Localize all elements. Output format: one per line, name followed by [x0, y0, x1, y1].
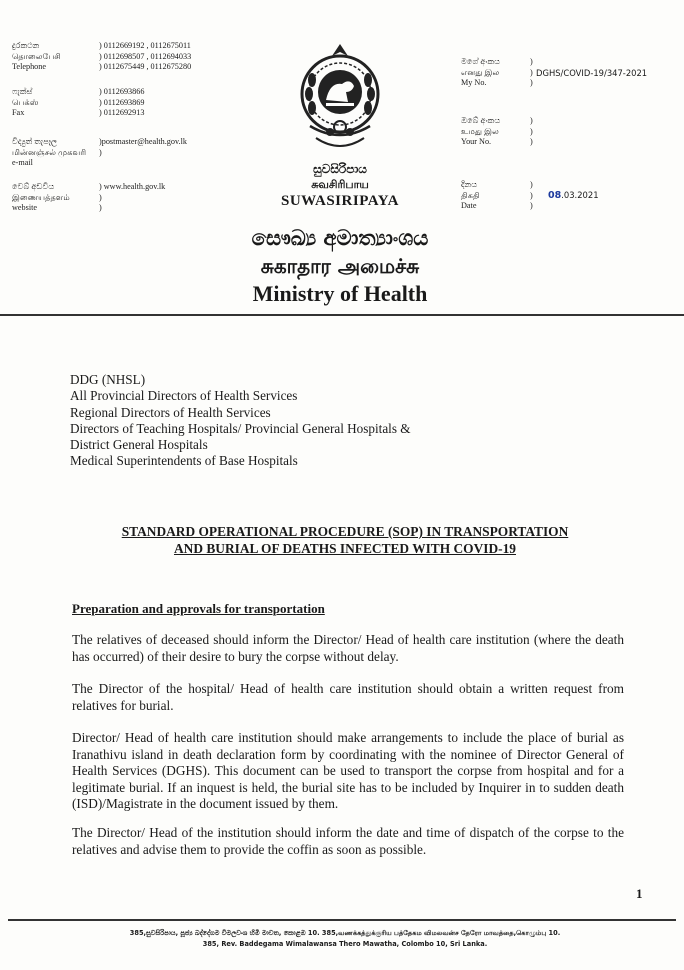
my-no-label-en: My No.: [461, 78, 487, 88]
date-colons: [530, 180, 533, 212]
website-label-en: website: [12, 203, 38, 213]
title-line-1: STANDARD OPERATIONAL PROCEDURE (SOP) IN TRANSPORTATION: [121, 524, 569, 539]
your-no-label-en: Your No.: [461, 137, 492, 147]
fax-labels: [12, 87, 94, 119]
fax-value-3: ) 0112692913: [99, 108, 145, 118]
paragraph-4: The Director/ Head of the institution should inform the date and time of dispatch of the corpse to the relatives and advise them to provide the coffin as soon as possible.: [72, 825, 624, 857]
header-divider: [0, 314, 684, 316]
paragraph-3: Director/ Head of health care institution should make arrangements to include the place of burial as Iranathivu island in death declaration form by coordinating with the nominee of Director General of Health Services (DGHS). This document can be used to transport the corpse from hospital and for a legitimate burial. If an inquest is held, the burial site has to be included by Inquirer in to sudden death (ISD)/Magistrate in the document issued by them.: [72, 730, 624, 811]
telephone-label-si: දුරකථන: [12, 41, 40, 50]
your-no-colons: [530, 116, 533, 148]
fax-values: [99, 87, 239, 119]
colon: ): [530, 137, 533, 147]
website-value-3: ): [99, 203, 102, 213]
your-no-label-ta: உமது இல: [461, 126, 499, 136]
telephone-label-en: Telephone: [12, 62, 46, 72]
colon: ): [530, 201, 533, 211]
my-no-label-si: මගේ අංකය: [461, 57, 501, 66]
addressee-line: DDG (NHSL): [70, 372, 146, 387]
addressee-block: [70, 372, 411, 470]
date-value: [548, 190, 599, 201]
email-label-ta: மின்னஞ்சல் முகவரி: [12, 147, 87, 157]
date-label-si: දිනය: [461, 180, 478, 189]
date-label-ta: திகதி: [461, 190, 480, 200]
fax-value-2: ) 0112693869: [99, 97, 145, 107]
my-no-labels: [461, 57, 527, 89]
colon: ): [530, 126, 533, 136]
telephone-values: [99, 41, 239, 73]
title-line-2: AND BURIAL OF DEATHS INFECTED WITH COVID-19: [173, 540, 516, 556]
sri-lanka-emblem-icon: [296, 40, 384, 160]
date-label-en: Date: [461, 201, 477, 211]
paragraph-1: The relatives of deceased should inform the Director/ Head of health care institution (where the death has occurred) of their desire to bury the corpse without delay.: [72, 632, 624, 664]
fax-label-en: Fax: [12, 108, 25, 118]
section-heading: Preparation and approvals for transportation: [72, 601, 325, 616]
your-no-labels: [461, 116, 527, 148]
handwritten-day: 08: [548, 190, 562, 201]
colon: ): [530, 116, 533, 125]
addressee-line: All Provincial Directors of Health Services: [70, 388, 298, 404]
colon: ): [530, 67, 533, 77]
date-labels: [461, 180, 527, 212]
telephone-label-ta: தொலைபேசி: [12, 51, 61, 61]
website-value[interactable]: ) www.health.gov.lk: [99, 182, 166, 191]
ministry-title-tamil: சுகாதார அமைச்சு: [260, 254, 420, 278]
date-month-year: .03.2021: [561, 190, 599, 200]
ministry-title-english: Ministry of Health: [252, 281, 428, 306]
emblem-name-english: SUWASIRIPAYA: [281, 193, 399, 209]
website-label-ta: இணையத்தளம்: [12, 192, 70, 202]
email-labels: [12, 137, 94, 169]
colon: ): [530, 190, 533, 200]
website-label-si: වෙබ් අඩවිය: [12, 182, 55, 191]
footer-address-local: 385,සුවසිරිපාය, පූජ්‍ය බද්දේගම විමලවංශ හිමි මාවත, කොළඹ 10. 385,வணக்கத்துக்குரிய பத்தேகம விமலவன்ச தேரோ மாவத்தை,கொழும்பு 10.: [129, 929, 561, 937]
email-values: [99, 137, 239, 158]
paragraph-2: The Director of the hospital/ Head of health care institution should obtain a written request from relatives for burial.: [72, 681, 624, 713]
addressee-line: Medical Superintendents of Base Hospitals: [70, 453, 298, 469]
telephone-labels: [12, 41, 94, 73]
colon: ): [530, 180, 533, 189]
email-label-si: විද්‍යුත් තැපෑල: [12, 137, 58, 146]
addressee-line: District General Hospitals: [70, 437, 208, 453]
fax-label-ta: பெக்ஸ்: [12, 97, 39, 107]
document-title: [60, 524, 630, 557]
addressee-line: Directors of Teaching Hospitals/ Provincial General Hospitals &: [70, 420, 411, 436]
telephone-value-1: ) 0112669192 , 0112675011: [99, 41, 191, 50]
my-no-colons: [530, 57, 533, 89]
telephone-value-3: ) 0112675449 , 0112675280: [99, 62, 192, 72]
footer-address-english: 385, Rev. Baddegama Wimalawansa Thero Mawatha, Colombo 10, Sri Lanka.: [202, 940, 488, 948]
page-number: 1: [636, 886, 643, 901]
email-value[interactable]: )postmaster@health.gov.lk: [99, 137, 187, 146]
website-values: [99, 182, 239, 214]
my-no-label-ta: எனது இல: [461, 67, 500, 77]
reference-number: DGHS/COVID-19/347-2021: [536, 68, 648, 78]
ministry-title-sinhala: සෞඛ්‍ය අමාත්‍යාංශය: [251, 226, 429, 250]
colon: ): [530, 57, 533, 66]
footer-divider: [8, 919, 676, 921]
addressee-line: Regional Directors of Health Services: [70, 404, 271, 420]
website-labels: [12, 182, 94, 214]
email-label-en: e-mail: [12, 158, 33, 168]
website-value-2: ): [99, 192, 102, 202]
your-no-label-si: ඔබේ අංකය: [461, 116, 501, 125]
fax-label-si: ෆැක්ස්: [12, 87, 33, 96]
fax-value-1: ) 0112693866: [99, 87, 145, 96]
emblem-name-tamil: சுவசிரிபாய: [311, 178, 369, 191]
email-value-2: ): [99, 147, 102, 157]
emblem-name-sinhala: සුවසිරිපාය: [313, 162, 367, 176]
telephone-value-2: ) 0112698507 , 0112694033: [99, 51, 192, 61]
colon: ): [530, 78, 533, 88]
